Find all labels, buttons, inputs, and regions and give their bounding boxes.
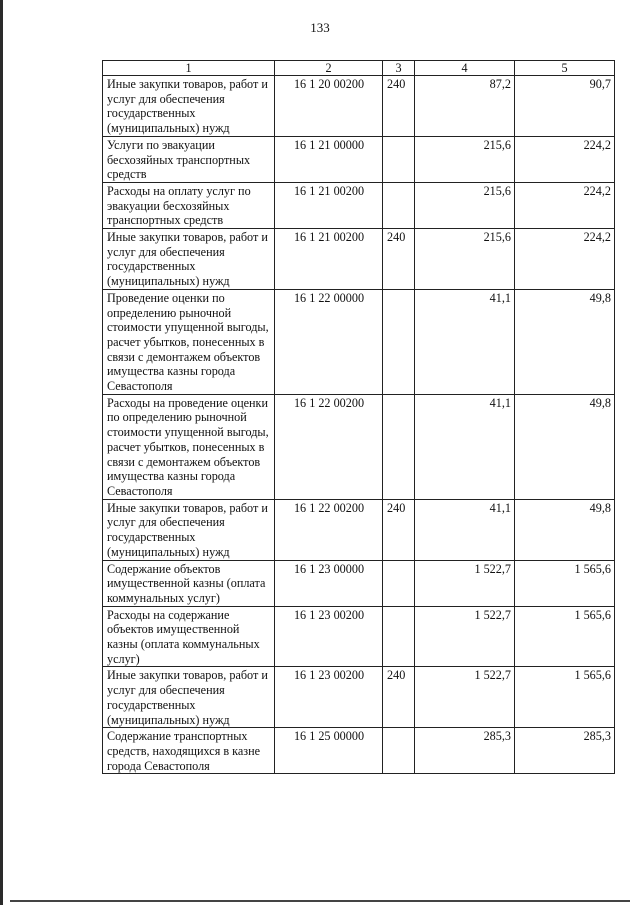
expense-type-cell: [383, 606, 415, 667]
amount-col5-cell: 1 565,6: [515, 667, 615, 728]
page-number: 133: [310, 20, 330, 35]
target-code-cell: 16 1 21 00000: [275, 136, 383, 182]
expense-name-cell: Содержание объектов имущественной казны (оплата коммунальных услуг): [103, 560, 275, 606]
expense-type-cell: 240: [383, 76, 415, 137]
table-row: [103, 560, 615, 606]
expense-name-cell: Иные закупки товаров, работ и услуг для обеспечения государственных (муниципальных) нужд: [103, 76, 275, 137]
amount-col4-cell: 1 522,7: [415, 560, 515, 606]
target-code-cell: 16 1 21 00200: [275, 182, 383, 228]
header-cell: 2: [275, 61, 383, 76]
amount-col4-cell: 1 522,7: [415, 667, 515, 728]
amount-col4-cell: 1 522,7: [415, 606, 515, 667]
amount-col5-cell: 49,8: [515, 499, 615, 560]
target-code-cell: 16 1 23 00200: [275, 667, 383, 728]
target-code-cell: 16 1 25 00000: [275, 728, 383, 774]
amount-col5-cell: 224,2: [515, 136, 615, 182]
amount-col4-cell: 285,3: [415, 728, 515, 774]
table-row: [103, 182, 615, 228]
table-row: [103, 667, 615, 728]
expense-name-cell: Проведение оценки по определению рыночной стоимости упущенной выгоды, расчет убытков, понесенных в связи с демонтажем объектов имущества казны города Севастополя: [103, 289, 275, 394]
table-row: [103, 394, 615, 499]
amount-col5-cell: 90,7: [515, 76, 615, 137]
expense-name-cell: Содержание транспортных средств, находящихся в казне города Севастополя: [103, 728, 275, 774]
amount-col4-cell: 41,1: [415, 394, 515, 499]
expense-name-cell: Расходы на содержание объектов имущественной казны (оплата коммунальных услуг): [103, 606, 275, 667]
expense-type-cell: [383, 182, 415, 228]
amount-col5-cell: 285,3: [515, 728, 615, 774]
header-cell: 4: [415, 61, 515, 76]
budget-table: [102, 60, 615, 774]
amount-col4-cell: 41,1: [415, 499, 515, 560]
header-cell: 1: [103, 61, 275, 76]
expense-type-cell: 240: [383, 229, 415, 290]
expense-type-cell: [383, 289, 415, 394]
expense-type-cell: 240: [383, 499, 415, 560]
expense-name-cell: Иные закупки товаров, работ и услуг для обеспечения государственных (муниципальных) нужд: [103, 667, 275, 728]
target-code-cell: 16 1 22 00000: [275, 289, 383, 394]
expense-name-cell: Расходы на оплату услуг по эвакуации бесхозяйных транспортных средств: [103, 182, 275, 228]
expense-type-cell: [383, 560, 415, 606]
expense-type-cell: [383, 728, 415, 774]
amount-col5-cell: 1 565,6: [515, 606, 615, 667]
table-row: [103, 499, 615, 560]
target-code-cell: 16 1 21 00200: [275, 229, 383, 290]
amount-col4-cell: 215,6: [415, 136, 515, 182]
expense-type-cell: 240: [383, 667, 415, 728]
target-code-cell: 16 1 22 00200: [275, 499, 383, 560]
expense-name-cell: Услуги по эвакуации бесхозяйных транспортных средств: [103, 136, 275, 182]
amount-col5-cell: 224,2: [515, 229, 615, 290]
header-row: [103, 61, 615, 76]
expense-name-cell: Расходы на проведение оценки по определению рыночной стоимости упущенной выгоды, расчет убытков, понесенных в связи с демонтажем объектов имущества казны города Севастополя: [103, 394, 275, 499]
expense-type-cell: [383, 394, 415, 499]
amount-col4-cell: 41,1: [415, 289, 515, 394]
amount-col4-cell: 87,2: [415, 76, 515, 137]
scan-edge: [0, 0, 3, 905]
table-row: [103, 728, 615, 774]
table-row: [103, 229, 615, 290]
expense-type-cell: [383, 136, 415, 182]
amount-col4-cell: 215,6: [415, 229, 515, 290]
target-code-cell: 16 1 20 00200: [275, 76, 383, 137]
target-code-cell: 16 1 23 00000: [275, 560, 383, 606]
scan-bottom-edge: [10, 900, 630, 902]
header-cell: 5: [515, 61, 615, 76]
target-code-cell: 16 1 22 00200: [275, 394, 383, 499]
table-row: [103, 606, 615, 667]
amount-col5-cell: 224,2: [515, 182, 615, 228]
amount-col4-cell: 215,6: [415, 182, 515, 228]
amount-col5-cell: 49,8: [515, 394, 615, 499]
amount-col5-cell: 49,8: [515, 289, 615, 394]
expense-name-cell: Иные закупки товаров, работ и услуг для обеспечения государственных (муниципальных) нужд: [103, 499, 275, 560]
amount-col5-cell: 1 565,6: [515, 560, 615, 606]
table-row: [103, 289, 615, 394]
expense-name-cell: Иные закупки товаров, работ и услуг для обеспечения государственных (муниципальных) нужд: [103, 229, 275, 290]
target-code-cell: 16 1 23 00200: [275, 606, 383, 667]
table-row: [103, 76, 615, 137]
header-cell: 3: [383, 61, 415, 76]
table-row: [103, 136, 615, 182]
